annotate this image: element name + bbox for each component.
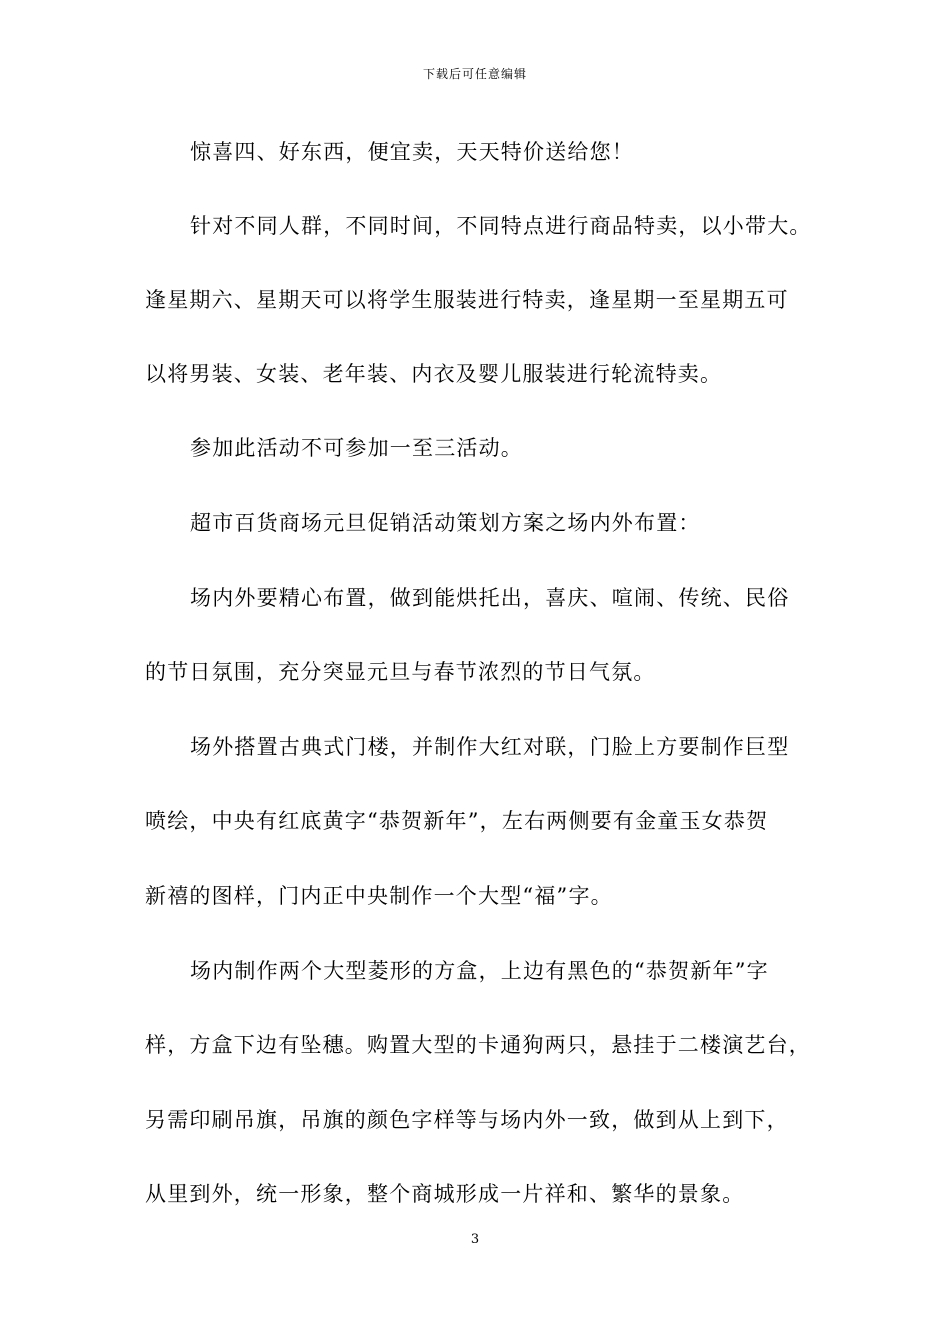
paragraph-line: 逢星期六、星期天可以将学生服装进行特卖，逢星期一至星期五可 xyxy=(145,288,789,312)
paragraph-line: 喷绘，中央有红底黄字“恭贺新年”，左右两侧要有金童玉女恭贺 xyxy=(145,809,769,833)
paragraph-line: 样，方盒下边有坠穗。购置大型的卡通狗两只，悬挂于二楼演艺台， xyxy=(145,1033,811,1057)
paragraph-line: 另需印刷吊旗，吊旗的颜色字样等与场内外一致，做到从上到下， xyxy=(145,1108,789,1132)
paragraph-line: 参加此活动不可参加一至三活动。 xyxy=(190,436,523,460)
page-header: 下载后可任意编辑 xyxy=(422,67,527,81)
paragraph-line: 场内外要精心布置，做到能烘托出，喜庆、喧闹、传统、民俗 xyxy=(190,586,790,610)
paragraph-line: 以将男装、女装、老年装、内衣及婴儿服装进行轮流特卖。 xyxy=(145,362,723,386)
page-number: 3 xyxy=(470,1232,480,1247)
paragraph-line: 场外搭置古典式门楼，并制作大红对联，门脸上方要制作巨型 xyxy=(190,735,790,759)
paragraph-line: 新禧的图样，门内正中央制作一个大型“福”字。 xyxy=(145,884,613,908)
paragraph-line: 的节日氛围，充分突显元旦与春节浓烈的节日气氛。 xyxy=(145,660,656,684)
paragraph-line: 场内制作两个大型菱形的方盒，上边有黑色的“恭贺新年”字 xyxy=(190,959,769,983)
paragraph-line: 惊喜四、好东西，便宜卖，天天特价送给您！ xyxy=(190,140,634,164)
section-heading-line: 超市百货商场元旦促销活动策划方案之场内外布置： xyxy=(190,511,701,535)
paragraph-line: 针对不同人群，不同时间，不同特点进行商品特卖，以小带大。 xyxy=(190,214,812,238)
paragraph-line: 从里到外，统一形象，整个商城形成一片祥和、繁华的景象。 xyxy=(145,1182,745,1206)
